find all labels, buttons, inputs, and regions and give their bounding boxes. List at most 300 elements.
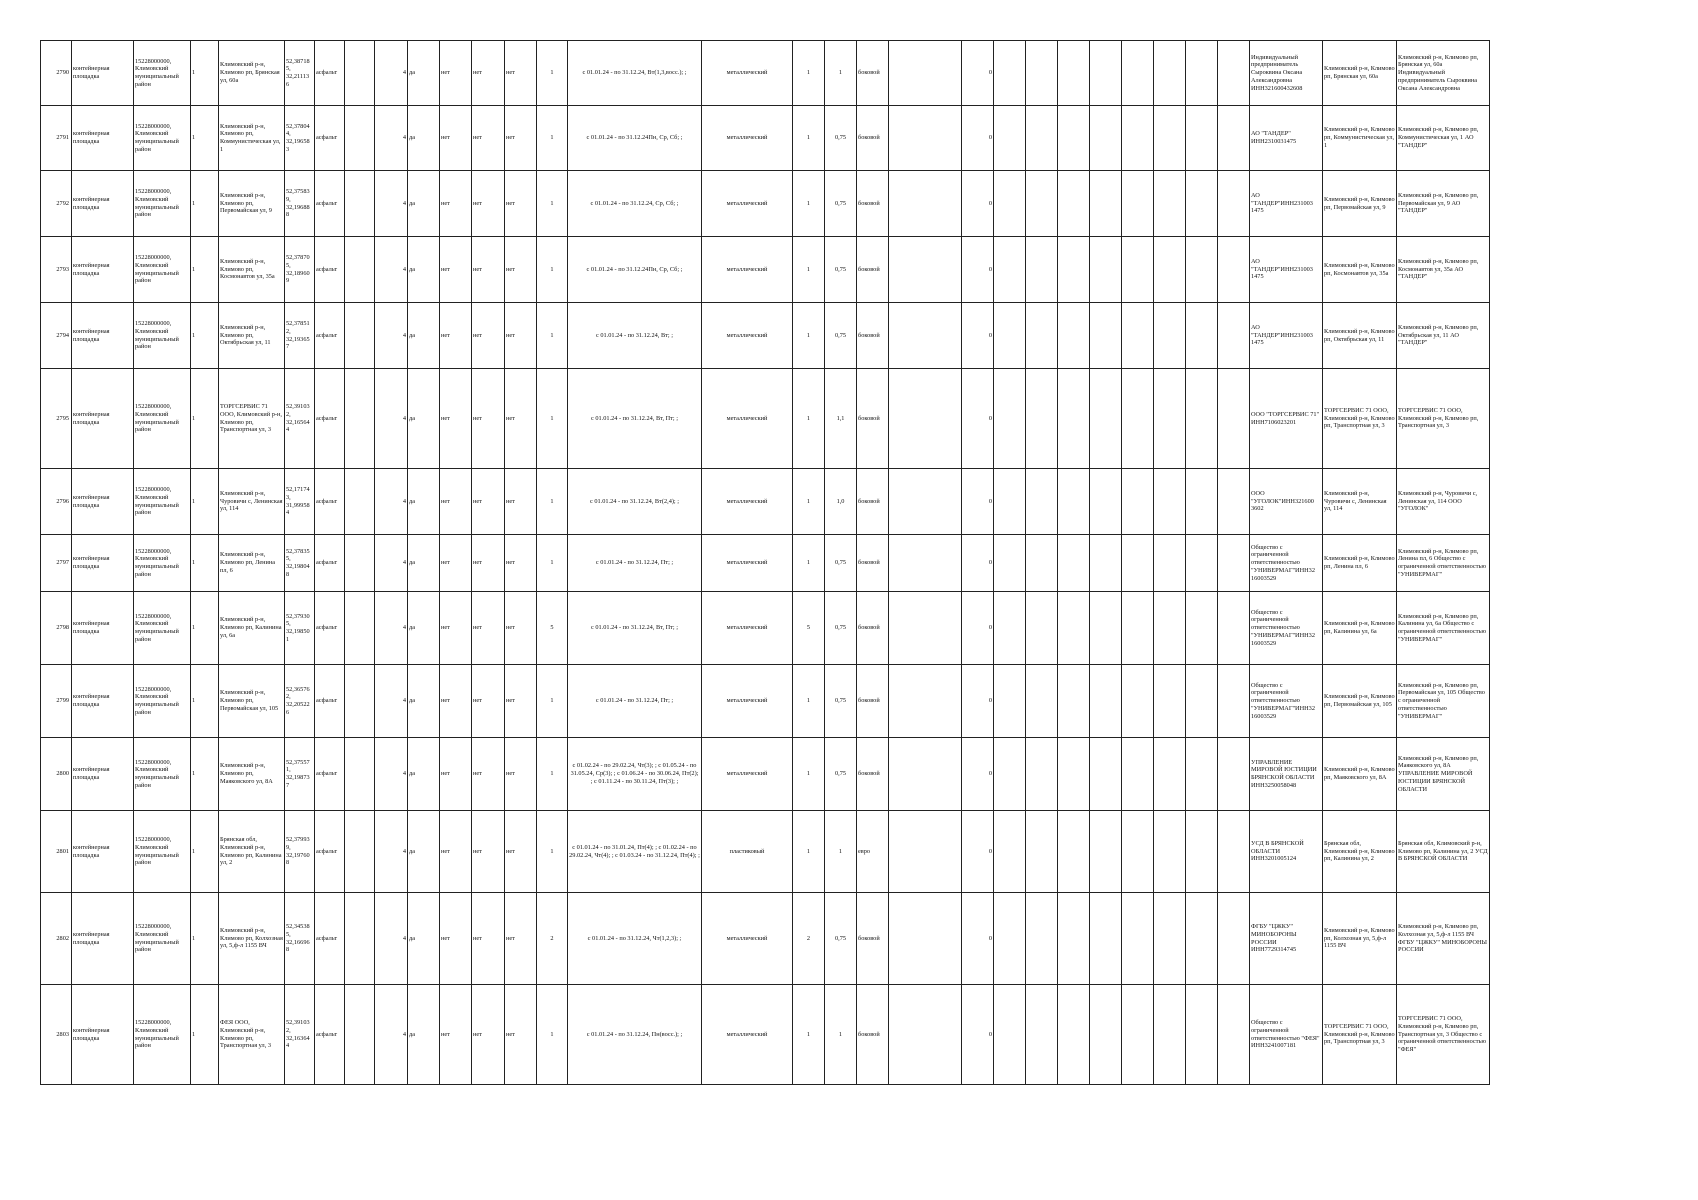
num: 2796 xyxy=(41,469,72,535)
empty-cell xyxy=(1026,41,1058,106)
col12-cell: нет xyxy=(505,106,537,171)
col19-cell xyxy=(889,469,962,535)
material-cell: металлический xyxy=(702,469,793,535)
col16-cell: 1 xyxy=(793,665,825,738)
type-cell: контейнерная площадка xyxy=(72,893,134,985)
col13-cell: 1 xyxy=(537,811,568,893)
address-cell: ФЕЯ ООО, Климовский р-н, Климово рп, Транспортная ул, 3 xyxy=(219,985,285,1085)
surface-cell: асфальт xyxy=(315,237,345,303)
schedule-cell: с 01.01.24 - по 31.12.24, Пт; ; xyxy=(568,665,702,738)
col12-cell: нет xyxy=(505,303,537,369)
surface-cell: асфальт xyxy=(315,592,345,665)
coordinates-cell: 52,17174 3, 31,99958 4 xyxy=(285,469,315,535)
schedule-cell: с 01.01.24 - по 31.01.24, Пт(4); ; с 01.02.24 - по 29.02.24, Чт(4); ; с 01.03.24 - по 31.12.24, Пт(4); ; xyxy=(568,811,702,893)
address-cell: Климовский р-н, Климово рп, Первомайская ул, 9 xyxy=(219,171,285,237)
col19-cell xyxy=(889,106,962,171)
empty-cell xyxy=(1058,171,1090,237)
empty-cell xyxy=(1186,893,1218,985)
empty-cell xyxy=(1186,303,1218,369)
source-cell: Климовский р-н, Климово рп, Брянская ул, 60а Индивидуальный предприниматель Сыроквина Оксана Александровна xyxy=(1397,41,1490,106)
col18-cell: боковой xyxy=(857,41,889,106)
col17-cell: 0,75 xyxy=(825,106,857,171)
owner-cell: АО "ТАНДЕР"ИНН231003 1475 xyxy=(1250,303,1323,369)
empty-cell xyxy=(1026,592,1058,665)
col3-cell: 1 xyxy=(191,738,219,811)
col20-cell: 0 xyxy=(962,665,994,738)
empty-cell xyxy=(1154,369,1186,469)
oktmo-cell: 15228000000, Климовский муниципальный район xyxy=(134,665,191,738)
owner-cell: Общество с ограниченной ответственностью "УНИВЕРМАГ"ИНН32 16003529 xyxy=(1250,535,1323,592)
empty-cell xyxy=(994,369,1026,469)
empty-cell xyxy=(1154,592,1186,665)
col8-cell: 4 xyxy=(375,592,408,665)
type-cell: контейнерная площадка xyxy=(72,469,134,535)
surface-cell: асфальт xyxy=(315,171,345,237)
owner-cell: Общество с ограниченной ответственностью "УНИВЕРМАГ"ИНН32 16003529 xyxy=(1250,665,1323,738)
table-row xyxy=(41,106,1490,171)
owner-address-cell: Брянская обл, Климовский р-н, Климово рп, Калинина ул, 2 xyxy=(1323,811,1397,893)
empty-cell xyxy=(1090,811,1122,893)
table-row xyxy=(41,665,1490,738)
schedule-cell: с 01.01.24 - по 31.12.24, Чт(1,2,3); ; xyxy=(568,893,702,985)
col9-cell: да xyxy=(408,369,440,469)
empty-cell xyxy=(1154,738,1186,811)
empty-cell xyxy=(1090,41,1122,106)
type-cell: контейнерная площадка xyxy=(72,535,134,592)
source-cell: Брянская обл, Климовский р-н, Климово рп, Калинина ул, 2 УСД В БРЯНСКОЙ ОБЛАСТИ xyxy=(1397,811,1490,893)
source-cell: ТОРГСЕРВИС 71 ООО, Климовский р-н, Климово рп, Транспортная ул, 3 xyxy=(1397,369,1490,469)
empty-cell xyxy=(1186,369,1218,469)
col18-cell: боковой xyxy=(857,369,889,469)
owner-cell: ФГБУ "ЦЖКУ" МИНОБОРОНЫ РОССИИ ИНН7729314745 xyxy=(1250,893,1323,985)
empty-cell xyxy=(1218,738,1250,811)
owner-cell: ООО "УГОЛОК"ИНН321600 3602 xyxy=(1250,469,1323,535)
empty-cell xyxy=(1154,303,1186,369)
owner-cell: АО "ТАНДЕР"ИНН231003 1475 xyxy=(1250,171,1323,237)
col11-cell: нет xyxy=(472,665,505,738)
col13-cell: 1 xyxy=(537,738,568,811)
col12-cell: нет xyxy=(505,171,537,237)
col10-cell: нет xyxy=(440,469,472,535)
source-cell: Климовский р-н, Климово рп, Маяковского ул, 8А УПРАВЛЕНИЕ МИРОВОЙ ЮСТИЦИИ БРЯНСКОЙ ОБЛАСТИ xyxy=(1397,738,1490,811)
empty-cell xyxy=(1122,592,1154,665)
empty-cell xyxy=(1122,171,1154,237)
col12-cell: нет xyxy=(505,369,537,469)
surface-cell: асфальт xyxy=(315,665,345,738)
empty-cell xyxy=(1122,811,1154,893)
empty-cell xyxy=(1122,738,1154,811)
table-row xyxy=(41,811,1490,893)
material-cell: металлический xyxy=(702,303,793,369)
col13-cell: 1 xyxy=(537,41,568,106)
col12-cell: нет xyxy=(505,592,537,665)
col13-cell: 1 xyxy=(537,469,568,535)
empty-cell xyxy=(1154,237,1186,303)
type-cell: контейнерная площадка xyxy=(72,237,134,303)
col10-cell: нет xyxy=(440,171,472,237)
col8-cell: 4 xyxy=(375,171,408,237)
schedule-cell: с 01.01.24 - по 31.12.24, Вт(1,3,восс.); ; xyxy=(568,41,702,106)
col3-cell: 1 xyxy=(191,171,219,237)
empty-cell xyxy=(1154,985,1186,1085)
empty-cell xyxy=(1090,106,1122,171)
type-cell: контейнерная площадка xyxy=(72,41,134,106)
empty-cell xyxy=(1218,171,1250,237)
empty-cell xyxy=(994,237,1026,303)
col17-cell: 0,75 xyxy=(825,171,857,237)
col11-cell: нет xyxy=(472,811,505,893)
col16-cell: 1 xyxy=(793,41,825,106)
col17-cell: 0,75 xyxy=(825,535,857,592)
surface-cell: асфальт xyxy=(315,369,345,469)
col18-cell: боковой xyxy=(857,303,889,369)
num: 2800 xyxy=(41,738,72,811)
empty-cell xyxy=(1154,535,1186,592)
empty-cell xyxy=(994,811,1026,893)
col7-cell xyxy=(345,171,375,237)
num: 2790 xyxy=(41,41,72,106)
surface-cell: асфальт xyxy=(315,41,345,106)
empty-cell xyxy=(1026,106,1058,171)
empty-cell xyxy=(1058,237,1090,303)
material-cell: металлический xyxy=(702,171,793,237)
source-cell: Климовский р-н, Чуровичи с, Ленинская ул, 114 ООО "УГОЛОК" xyxy=(1397,469,1490,535)
col12-cell: нет xyxy=(505,535,537,592)
col18-cell: боковой xyxy=(857,469,889,535)
empty-cell xyxy=(994,893,1026,985)
col17-cell: 0,75 xyxy=(825,893,857,985)
empty-cell xyxy=(1026,535,1058,592)
col16-cell: 1 xyxy=(793,469,825,535)
col7-cell xyxy=(345,469,375,535)
table-row xyxy=(41,237,1490,303)
empty-cell xyxy=(1026,469,1058,535)
col9-cell: да xyxy=(408,237,440,303)
empty-cell xyxy=(1186,106,1218,171)
owner-address-cell: Климовский р-н, Климово рп, Маяковского ул, 8А xyxy=(1323,738,1397,811)
col11-cell: нет xyxy=(472,171,505,237)
empty-cell xyxy=(1058,893,1090,985)
col18-cell: боковой xyxy=(857,106,889,171)
empty-cell xyxy=(1218,41,1250,106)
surface-cell: асфальт xyxy=(315,811,345,893)
col12-cell: нет xyxy=(505,237,537,303)
col11-cell: нет xyxy=(472,592,505,665)
col3-cell: 1 xyxy=(191,41,219,106)
owner-cell: Индивидуальный предприниматель Сыроквина Оксана Александровна ИНН321600432608 xyxy=(1250,41,1323,106)
oktmo-cell: 15228000000, Климовский муниципальный район xyxy=(134,985,191,1085)
oktmo-cell: 15228000000, Климовский муниципальный район xyxy=(134,303,191,369)
col10-cell: нет xyxy=(440,369,472,469)
type-cell: контейнерная площадка xyxy=(72,303,134,369)
material-cell: металлический xyxy=(702,106,793,171)
col9-cell: да xyxy=(408,893,440,985)
col9-cell: да xyxy=(408,41,440,106)
col11-cell: нет xyxy=(472,469,505,535)
col20-cell: 0 xyxy=(962,303,994,369)
col7-cell xyxy=(345,237,375,303)
address-cell: Климовский р-н, Климово рп, Космонавтов ул, 35а xyxy=(219,237,285,303)
col8-cell: 4 xyxy=(375,469,408,535)
col16-cell: 1 xyxy=(793,106,825,171)
type-cell: контейнерная площадка xyxy=(72,985,134,1085)
col17-cell: 1 xyxy=(825,41,857,106)
col10-cell: нет xyxy=(440,665,472,738)
col3-cell: 1 xyxy=(191,811,219,893)
owner-cell: АО "ТАНДЕР" ИНН2310031475 xyxy=(1250,106,1323,171)
col3-cell: 1 xyxy=(191,369,219,469)
col3-cell: 1 xyxy=(191,106,219,171)
col19-cell xyxy=(889,592,962,665)
address-cell: Брянская обл, Климовский р-н, Климово рп, Калинина ул, 2 xyxy=(219,811,285,893)
empty-cell xyxy=(1122,985,1154,1085)
col20-cell: 0 xyxy=(962,106,994,171)
schedule-cell: с 01.01.24 - по 31.12.24, Вт(2,4); ; xyxy=(568,469,702,535)
empty-cell xyxy=(1122,665,1154,738)
oktmo-cell: 15228000000, Климовский муниципальный район xyxy=(134,811,191,893)
type-cell: контейнерная площадка xyxy=(72,811,134,893)
empty-cell xyxy=(1218,303,1250,369)
col20-cell: 0 xyxy=(962,369,994,469)
owner-address-cell: Климовский р-н, Климово рп, Первомайская ул, 9 xyxy=(1323,171,1397,237)
col7-cell xyxy=(345,893,375,985)
num: 2801 xyxy=(41,811,72,893)
num: 2802 xyxy=(41,893,72,985)
num: 2792 xyxy=(41,171,72,237)
empty-cell xyxy=(1218,469,1250,535)
col13-cell: 1 xyxy=(537,303,568,369)
address-cell: ТОРГСЕРВИС 71 ООО, Климовский р-н, Климово рп, Транспортная ул, 3 xyxy=(219,369,285,469)
col9-cell: да xyxy=(408,106,440,171)
num: 2795 xyxy=(41,369,72,469)
col10-cell: нет xyxy=(440,237,472,303)
empty-cell xyxy=(1218,106,1250,171)
schedule-cell: с 01.01.24 - по 31.12.24Пн, Ср, Сб; ; xyxy=(568,237,702,303)
empty-cell xyxy=(1122,41,1154,106)
col18-cell: боковой xyxy=(857,171,889,237)
coordinates-cell: 52,37557 1, 32,19873 7 xyxy=(285,738,315,811)
surface-cell: асфальт xyxy=(315,303,345,369)
empty-cell xyxy=(1090,665,1122,738)
col13-cell: 1 xyxy=(537,535,568,592)
owner-address-cell: ТОРГСЕРВИС 71 ООО, Климовский р-н, Климово рп, Транспортная ул, 3 xyxy=(1323,369,1397,469)
col8-cell: 4 xyxy=(375,811,408,893)
empty-cell xyxy=(1122,303,1154,369)
empty-cell xyxy=(1218,811,1250,893)
empty-cell xyxy=(1154,665,1186,738)
source-cell: Климовский р-н, Климово рп, Первомайская ул, 9 АО "ТАНДЕР" xyxy=(1397,171,1490,237)
coordinates-cell: 52,37930 5, 32,19850 1 xyxy=(285,592,315,665)
empty-cell xyxy=(1122,106,1154,171)
empty-cell xyxy=(1122,893,1154,985)
col16-cell: 1 xyxy=(793,985,825,1085)
col7-cell xyxy=(345,985,375,1085)
register-table xyxy=(40,40,1490,1085)
col17-cell: 0,75 xyxy=(825,665,857,738)
col19-cell xyxy=(889,369,962,469)
address-cell: Климовский р-н, Климово рп, Калинина ул, 6а xyxy=(219,592,285,665)
col8-cell: 4 xyxy=(375,369,408,469)
col12-cell: нет xyxy=(505,985,537,1085)
surface-cell: асфальт xyxy=(315,469,345,535)
empty-cell xyxy=(1186,171,1218,237)
table-row xyxy=(41,893,1490,985)
material-cell: металлический xyxy=(702,592,793,665)
col20-cell: 0 xyxy=(962,738,994,811)
col10-cell: нет xyxy=(440,535,472,592)
col8-cell: 4 xyxy=(375,41,408,106)
col19-cell xyxy=(889,237,962,303)
col9-cell: да xyxy=(408,738,440,811)
source-cell: Климовский р-н, Климово рп, Колхозная ул, 5,ф-л 1155 ВЧ ФГБУ "ЦЖКУ" МИНОБОРОНЫ РОССИИ xyxy=(1397,893,1490,985)
col11-cell: нет xyxy=(472,893,505,985)
type-cell: контейнерная площадка xyxy=(72,592,134,665)
col13-cell: 1 xyxy=(537,171,568,237)
col10-cell: нет xyxy=(440,738,472,811)
empty-cell xyxy=(1026,985,1058,1085)
empty-cell xyxy=(1090,985,1122,1085)
coordinates-cell: 52,38718 5, 32,21113 6 xyxy=(285,41,315,106)
col19-cell xyxy=(889,665,962,738)
empty-cell xyxy=(1026,738,1058,811)
col18-cell: боковой xyxy=(857,237,889,303)
schedule-cell: с 01.01.24 - по 31.12.24, Ср, Сб; ; xyxy=(568,171,702,237)
col10-cell: нет xyxy=(440,106,472,171)
coordinates-cell: 52,37804 4, 32,19658 3 xyxy=(285,106,315,171)
empty-cell xyxy=(1058,985,1090,1085)
empty-cell xyxy=(1218,665,1250,738)
col19-cell xyxy=(889,171,962,237)
col3-cell: 1 xyxy=(191,893,219,985)
oktmo-cell: 15228000000, Климовский муниципальный район xyxy=(134,41,191,106)
table-row xyxy=(41,41,1490,106)
type-cell: контейнерная площадка xyxy=(72,738,134,811)
col20-cell: 0 xyxy=(962,985,994,1085)
col8-cell: 4 xyxy=(375,106,408,171)
type-cell: контейнерная площадка xyxy=(72,665,134,738)
col7-cell xyxy=(345,106,375,171)
col16-cell: 1 xyxy=(793,811,825,893)
col3-cell: 1 xyxy=(191,985,219,1085)
col8-cell: 4 xyxy=(375,738,408,811)
empty-cell xyxy=(1026,665,1058,738)
num: 2799 xyxy=(41,665,72,738)
table-row xyxy=(41,369,1490,469)
col11-cell: нет xyxy=(472,106,505,171)
empty-cell xyxy=(994,171,1026,237)
owner-cell: Общество с ограниченной ответственностью "ФЕЯ" ИНН3241007181 xyxy=(1250,985,1323,1085)
col11-cell: нет xyxy=(472,369,505,469)
material-cell: металлический xyxy=(702,369,793,469)
col18-cell: боковой xyxy=(857,665,889,738)
col13-cell: 1 xyxy=(537,237,568,303)
schedule-cell: с 01.02.24 - по 29.02.24, Чт(3); ; с 01.05.24 - по 31.05.24, Ср(3); ; с 01.06.24 - по 30.06.24, Пт(2); ; с 01.11.24 - по 30.11.24, Пт(3); ; xyxy=(568,738,702,811)
source-cell: Климовский р-н, Климово рп, Ленина пл, 6 Общество с ограниченной ответственностью "УНИВЕРМАГ" xyxy=(1397,535,1490,592)
col10-cell: нет xyxy=(440,811,472,893)
coordinates-cell: 52,37993 9, 32,19760 8 xyxy=(285,811,315,893)
empty-cell xyxy=(1186,665,1218,738)
material-cell: металлический xyxy=(702,665,793,738)
empty-cell xyxy=(1218,592,1250,665)
empty-cell xyxy=(1058,106,1090,171)
empty-cell xyxy=(1026,369,1058,469)
schedule-cell: с 01.01.24 - по 31.12.24, Пт; ; xyxy=(568,535,702,592)
col16-cell: 2 xyxy=(793,893,825,985)
col19-cell xyxy=(889,535,962,592)
material-cell: металлический xyxy=(702,985,793,1085)
col16-cell: 1 xyxy=(793,303,825,369)
surface-cell: асфальт xyxy=(315,535,345,592)
address-cell: Климовский р-н, Климово рп, Брянская ул, 60а xyxy=(219,41,285,106)
empty-cell xyxy=(994,592,1026,665)
source-cell: Климовский р-н, Климово рп, Космонавтов ул, 35а АО "ТАНДЕР" xyxy=(1397,237,1490,303)
col10-cell: нет xyxy=(440,592,472,665)
empty-cell xyxy=(1186,535,1218,592)
empty-cell xyxy=(1058,811,1090,893)
num: 2797 xyxy=(41,535,72,592)
col9-cell: да xyxy=(408,469,440,535)
material-cell: металлический xyxy=(702,738,793,811)
col9-cell: да xyxy=(408,665,440,738)
col20-cell: 0 xyxy=(962,237,994,303)
empty-cell xyxy=(1090,303,1122,369)
coordinates-cell: 52,37583 9, 32,19688 8 xyxy=(285,171,315,237)
col16-cell: 1 xyxy=(793,171,825,237)
coordinates-cell: 52,37835 5, 32,19804 8 xyxy=(285,535,315,592)
col20-cell: 0 xyxy=(962,469,994,535)
empty-cell xyxy=(1218,369,1250,469)
col13-cell: 2 xyxy=(537,893,568,985)
col7-cell xyxy=(345,738,375,811)
owner-cell: ООО "ТОРГСЕРВИС 71" ИНН7106023201 xyxy=(1250,369,1323,469)
col20-cell: 0 xyxy=(962,893,994,985)
empty-cell xyxy=(994,665,1026,738)
oktmo-cell: 15228000000, Климовский муниципальный район xyxy=(134,592,191,665)
empty-cell xyxy=(1154,893,1186,985)
col18-cell: боковой xyxy=(857,535,889,592)
col17-cell: 1,0 xyxy=(825,469,857,535)
col13-cell: 1 xyxy=(537,106,568,171)
col7-cell xyxy=(345,369,375,469)
oktmo-cell: 15228000000, Климовский муниципальный район xyxy=(134,469,191,535)
owner-address-cell: Климовский р-н, Климово рп, Калинина ул, 6а xyxy=(1323,592,1397,665)
oktmo-cell: 15228000000, Климовский муниципальный район xyxy=(134,535,191,592)
col8-cell: 4 xyxy=(375,985,408,1085)
col17-cell: 0,75 xyxy=(825,592,857,665)
col7-cell xyxy=(345,665,375,738)
col12-cell: нет xyxy=(505,665,537,738)
empty-cell xyxy=(994,738,1026,811)
owner-address-cell: Климовский р-н, Климово рп, Коммунистическая ул, 1 xyxy=(1323,106,1397,171)
owner-address-cell: Климовский р-н, Климово рп, Колхозная ул, 5,ф-л 1155 ВЧ xyxy=(1323,893,1397,985)
empty-cell xyxy=(994,303,1026,369)
col8-cell: 4 xyxy=(375,303,408,369)
col20-cell: 0 xyxy=(962,171,994,237)
empty-cell xyxy=(994,106,1026,171)
col7-cell xyxy=(345,811,375,893)
col10-cell: нет xyxy=(440,985,472,1085)
col16-cell: 1 xyxy=(793,535,825,592)
empty-cell xyxy=(1122,369,1154,469)
col19-cell xyxy=(889,893,962,985)
empty-cell xyxy=(1186,237,1218,303)
empty-cell xyxy=(1090,369,1122,469)
oktmo-cell: 15228000000, Климовский муниципальный район xyxy=(134,171,191,237)
col11-cell: нет xyxy=(472,303,505,369)
empty-cell xyxy=(1186,469,1218,535)
oktmo-cell: 15228000000, Климовский муниципальный район xyxy=(134,738,191,811)
owner-cell: УСД В БРЯНСКОЙ ОБЛАСТИ ИНН3201005124 xyxy=(1250,811,1323,893)
